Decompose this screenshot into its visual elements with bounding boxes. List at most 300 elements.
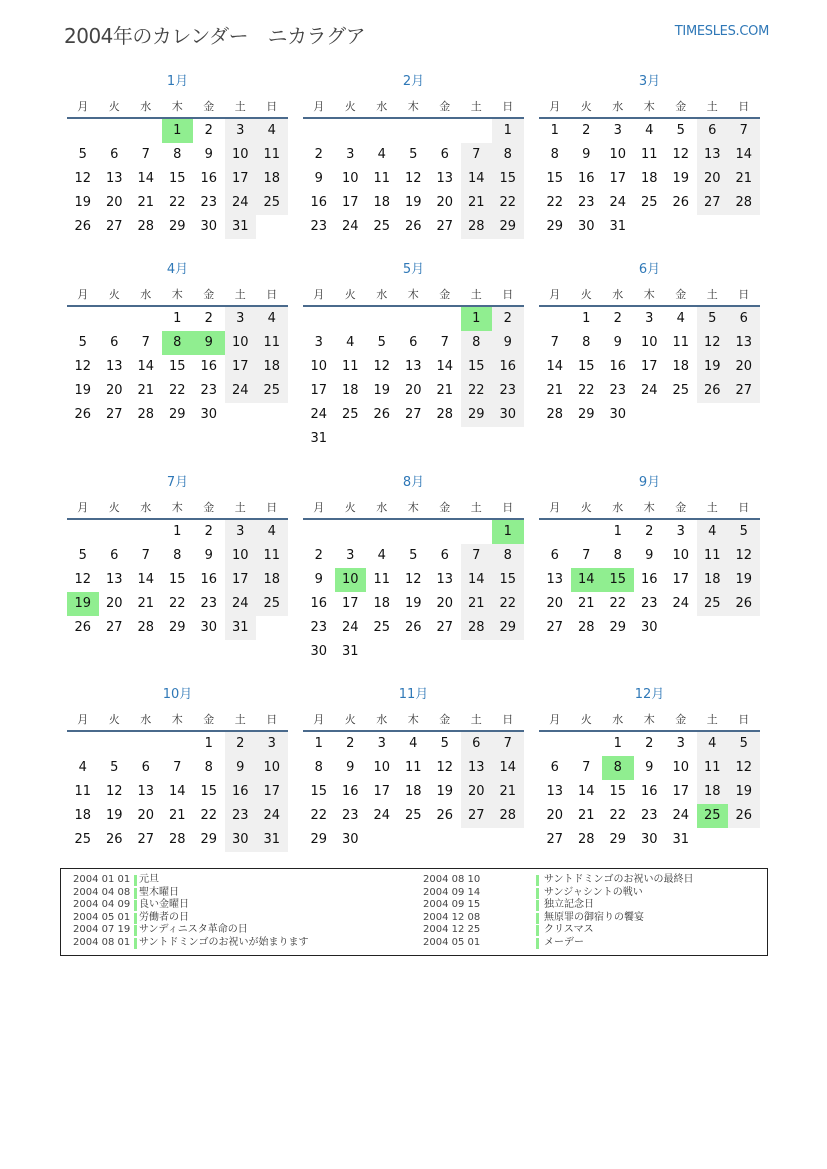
holiday-day-cell: 1 bbox=[461, 307, 493, 331]
day-cell: 24 bbox=[256, 804, 288, 828]
day-cell: 13 bbox=[546, 784, 564, 799]
month-name: 2月 bbox=[402, 74, 425, 89]
day-cell: 12 bbox=[74, 171, 92, 186]
day-cell: 8 bbox=[314, 760, 323, 775]
day-cell: 26 bbox=[74, 407, 92, 422]
day-cell: 18 bbox=[341, 383, 359, 398]
day-cell: 21 bbox=[492, 780, 524, 804]
day-cell: 19 bbox=[105, 808, 123, 823]
weekday-label: 水 bbox=[376, 100, 388, 113]
day-cell: 25 bbox=[373, 620, 391, 635]
weekday-label: 金 bbox=[439, 288, 451, 301]
day-cell: 12 bbox=[728, 756, 760, 780]
weekday-label: 火 bbox=[580, 100, 592, 113]
day-cell: 8 bbox=[173, 147, 182, 162]
holiday-entry bbox=[423, 937, 753, 950]
weekday-label: 金 bbox=[675, 100, 687, 113]
holiday-marker bbox=[536, 888, 539, 899]
day-cell: 15 bbox=[310, 784, 328, 799]
holiday-marker bbox=[536, 900, 539, 911]
weekday-label: 木 bbox=[171, 501, 183, 514]
day-cell: 16 bbox=[341, 784, 359, 799]
day-cell: 1 bbox=[613, 736, 622, 751]
day-cell: 21 bbox=[577, 808, 595, 823]
day-cell: 17 bbox=[640, 359, 658, 374]
day-cell: 5 bbox=[409, 548, 418, 563]
weekday-label: 木 bbox=[407, 100, 419, 113]
day-cell: 20 bbox=[137, 808, 155, 823]
holiday-marker bbox=[134, 900, 137, 911]
holiday-day-cell: 19 bbox=[67, 592, 99, 616]
day-cell: 11 bbox=[341, 359, 359, 374]
day-cell: 12 bbox=[436, 760, 454, 775]
holiday-entry bbox=[423, 874, 753, 887]
weekday-label: 日 bbox=[266, 713, 278, 726]
day-cell: 11 bbox=[697, 756, 729, 780]
weekday-label: 火 bbox=[344, 501, 356, 514]
weekday-label: 日 bbox=[738, 288, 750, 301]
weekday-label: 金 bbox=[203, 100, 215, 113]
day-cell: 29 bbox=[492, 616, 524, 640]
day-cell: 3 bbox=[314, 335, 323, 350]
holiday-date: 2004 09 14 bbox=[423, 886, 481, 898]
day-cell: 12 bbox=[74, 359, 92, 374]
day-cell: 8 bbox=[550, 147, 559, 162]
day-cell: 10 bbox=[640, 335, 658, 350]
weekday-label: 火 bbox=[580, 288, 592, 301]
day-cell: 20 bbox=[728, 355, 760, 379]
holiday-day-cell: 8 bbox=[162, 331, 194, 355]
day-cell: 1 bbox=[492, 119, 524, 143]
day-cell: 18 bbox=[640, 171, 658, 186]
weekday-label: 水 bbox=[140, 100, 152, 113]
day-cell: 17 bbox=[310, 383, 328, 398]
holiday-marker bbox=[536, 938, 539, 949]
day-cell: 14 bbox=[137, 572, 155, 587]
weekday-label: 日 bbox=[738, 100, 750, 113]
weekday-label: 金 bbox=[675, 501, 687, 514]
holiday-day-cell: 1 bbox=[492, 520, 524, 544]
day-cell: 10 bbox=[341, 171, 359, 186]
day-cell: 23 bbox=[310, 219, 328, 234]
day-cell: 28 bbox=[461, 616, 493, 640]
day-cell: 1 bbox=[204, 736, 213, 751]
day-cell: 18 bbox=[404, 784, 422, 799]
day-cell: 5 bbox=[78, 548, 87, 563]
day-cell: 7 bbox=[728, 119, 760, 143]
day-cell: 24 bbox=[672, 808, 690, 823]
holiday-name: サントドミンゴのお祝いが始まります bbox=[139, 937, 309, 948]
day-cell: 27 bbox=[436, 620, 454, 635]
day-cell: 15 bbox=[461, 355, 493, 379]
day-cell: 10 bbox=[310, 359, 328, 374]
day-cell: 20 bbox=[436, 596, 454, 611]
weekday-label: 水 bbox=[140, 713, 152, 726]
day-cell: 4 bbox=[645, 123, 654, 138]
day-cell: 22 bbox=[609, 596, 627, 611]
day-cell: 12 bbox=[404, 171, 422, 186]
day-cell: 27 bbox=[137, 832, 155, 847]
day-cell: 15 bbox=[168, 359, 186, 374]
day-cell: 13 bbox=[728, 331, 760, 355]
day-cell: 16 bbox=[640, 784, 658, 799]
day-cell: 4 bbox=[256, 307, 288, 331]
day-cell: 9 bbox=[645, 760, 654, 775]
holiday-marker bbox=[536, 925, 539, 936]
holiday-day-cell: 9 bbox=[193, 331, 225, 355]
holiday-name: 元旦 bbox=[139, 874, 159, 885]
day-cell: 7 bbox=[582, 760, 591, 775]
day-cell: 19 bbox=[404, 596, 422, 611]
day-cell: 3 bbox=[346, 548, 355, 563]
day-cell: 17 bbox=[672, 784, 690, 799]
day-cell: 27 bbox=[105, 620, 123, 635]
day-cell: 11 bbox=[74, 784, 92, 799]
day-cell: 20 bbox=[404, 383, 422, 398]
day-cell: 3 bbox=[256, 732, 288, 756]
day-cell: 1 bbox=[314, 736, 323, 751]
holiday-name: 独立記念日 bbox=[544, 899, 594, 911]
day-cell: 29 bbox=[200, 832, 218, 847]
day-cell: 29 bbox=[546, 219, 564, 234]
holiday-date: 2004 12 25 bbox=[423, 924, 481, 936]
day-cell: 5 bbox=[78, 147, 87, 162]
day-cell: 8 bbox=[613, 548, 622, 563]
day-cell: 30 bbox=[310, 644, 328, 659]
day-cell: 14 bbox=[492, 756, 524, 780]
day-cell: 7 bbox=[141, 335, 150, 350]
day-cell: 10 bbox=[373, 760, 391, 775]
weekday-label: 木 bbox=[171, 288, 183, 301]
day-cell: 6 bbox=[110, 147, 119, 162]
weekday-label: 月 bbox=[313, 501, 325, 514]
day-cell: 22 bbox=[200, 808, 218, 823]
holiday-entry bbox=[73, 899, 403, 912]
day-cell: 5 bbox=[676, 123, 685, 138]
holiday-entry bbox=[73, 874, 403, 887]
day-cell: 4 bbox=[697, 732, 729, 756]
holiday-name: 良い金曜日 bbox=[139, 899, 189, 911]
weekday-label: 日 bbox=[266, 501, 278, 514]
day-cell: 3 bbox=[225, 119, 257, 143]
day-cell: 20 bbox=[697, 167, 729, 191]
day-cell: 2 bbox=[346, 736, 355, 751]
day-cell: 9 bbox=[225, 756, 257, 780]
day-cell: 23 bbox=[640, 596, 658, 611]
day-cell: 14 bbox=[168, 784, 186, 799]
day-cell: 9 bbox=[492, 331, 524, 355]
day-cell: 30 bbox=[492, 403, 524, 427]
day-cell: 11 bbox=[256, 544, 288, 568]
day-cell: 16 bbox=[310, 195, 328, 210]
day-cell: 9 bbox=[582, 147, 591, 162]
weekday-label: 日 bbox=[738, 713, 750, 726]
month-name: 5月 bbox=[402, 262, 425, 277]
day-cell: 5 bbox=[377, 335, 386, 350]
day-cell: 30 bbox=[609, 407, 627, 422]
day-cell: 15 bbox=[609, 784, 627, 799]
day-cell: 6 bbox=[440, 147, 449, 162]
day-cell: 9 bbox=[613, 335, 622, 350]
day-cell: 2 bbox=[314, 548, 323, 563]
day-cell: 24 bbox=[225, 592, 257, 616]
day-cell: 16 bbox=[200, 171, 218, 186]
day-cell: 30 bbox=[640, 620, 658, 635]
day-cell: 19 bbox=[728, 780, 760, 804]
day-cell: 13 bbox=[546, 572, 564, 587]
day-cell: 17 bbox=[225, 568, 257, 592]
day-cell: 26 bbox=[404, 620, 422, 635]
day-cell: 16 bbox=[609, 359, 627, 374]
day-cell: 22 bbox=[168, 596, 186, 611]
weekday-label: 土 bbox=[706, 713, 718, 726]
day-cell: 12 bbox=[404, 572, 422, 587]
holiday-name: サンジャシントの戦い bbox=[544, 886, 643, 898]
holiday-entry bbox=[423, 887, 753, 900]
day-cell: 30 bbox=[200, 620, 218, 635]
holiday-marker bbox=[134, 875, 137, 886]
day-cell: 17 bbox=[256, 780, 288, 804]
day-cell: 30 bbox=[200, 407, 218, 422]
day-cell: 24 bbox=[341, 620, 359, 635]
day-cell: 1 bbox=[550, 123, 559, 138]
day-cell: 6 bbox=[409, 335, 418, 350]
holiday-date: 2004 08 10 bbox=[423, 874, 481, 885]
day-cell: 13 bbox=[105, 572, 123, 587]
day-cell: 29 bbox=[168, 620, 186, 635]
day-cell: 28 bbox=[577, 620, 595, 635]
day-cell: 24 bbox=[225, 379, 257, 403]
day-cell: 22 bbox=[492, 191, 524, 215]
day-cell: 18 bbox=[256, 355, 288, 379]
holiday-name: クリスマス bbox=[544, 924, 594, 936]
weekday-label: 月 bbox=[549, 501, 561, 514]
day-cell: 31 bbox=[256, 828, 288, 852]
day-cell: 30 bbox=[577, 219, 595, 234]
day-cell: 26 bbox=[105, 832, 123, 847]
day-cell: 22 bbox=[492, 592, 524, 616]
day-cell: 17 bbox=[341, 195, 359, 210]
month-name: 6月 bbox=[638, 262, 661, 277]
day-cell: 7 bbox=[141, 548, 150, 563]
day-cell: 19 bbox=[728, 568, 760, 592]
day-cell: 12 bbox=[672, 147, 690, 162]
weekday-label: 水 bbox=[140, 501, 152, 514]
day-cell: 23 bbox=[310, 620, 328, 635]
weekday-label: 木 bbox=[643, 713, 655, 726]
day-cell: 21 bbox=[137, 195, 155, 210]
weekday-label: 水 bbox=[376, 713, 388, 726]
holiday-date: 2004 12 08 bbox=[423, 911, 481, 923]
day-cell: 9 bbox=[314, 572, 323, 587]
weekday-label: 水 bbox=[140, 288, 152, 301]
holiday-name: 労働者の日 bbox=[139, 911, 189, 923]
day-cell: 10 bbox=[672, 548, 690, 563]
day-cell: 9 bbox=[204, 147, 213, 162]
day-cell: 24 bbox=[672, 596, 690, 611]
day-cell: 25 bbox=[74, 832, 92, 847]
day-cell: 11 bbox=[256, 143, 288, 167]
day-cell: 13 bbox=[436, 171, 454, 186]
weekday-label: 月 bbox=[77, 100, 89, 113]
month-name: 11月 bbox=[398, 687, 429, 702]
day-cell: 1 bbox=[582, 311, 591, 326]
day-cell: 12 bbox=[373, 359, 391, 374]
day-cell: 10 bbox=[225, 143, 257, 167]
day-cell: 28 bbox=[728, 191, 760, 215]
weekday-label: 月 bbox=[313, 288, 325, 301]
day-cell: 22 bbox=[168, 195, 186, 210]
day-cell: 14 bbox=[461, 568, 493, 592]
weekday-label: 水 bbox=[612, 288, 624, 301]
day-cell: 3 bbox=[377, 736, 386, 751]
day-cell: 16 bbox=[577, 171, 595, 186]
day-cell: 7 bbox=[461, 544, 493, 568]
holiday-marker bbox=[134, 913, 137, 924]
weekday-label: 火 bbox=[344, 100, 356, 113]
day-cell: 28 bbox=[168, 832, 186, 847]
day-cell: 11 bbox=[373, 171, 391, 186]
day-cell: 29 bbox=[492, 215, 524, 239]
weekday-label: 金 bbox=[439, 501, 451, 514]
day-cell: 23 bbox=[640, 808, 658, 823]
holiday-day-cell: 10 bbox=[335, 568, 367, 592]
day-cell: 28 bbox=[137, 620, 155, 635]
holiday-date: 2004 04 09 bbox=[73, 899, 131, 911]
day-cell: 12 bbox=[105, 784, 123, 799]
day-cell: 20 bbox=[436, 195, 454, 210]
day-cell: 14 bbox=[461, 167, 493, 191]
site-logo-text[interactable]: TIMESLES.COM bbox=[674, 24, 769, 39]
weekday-label: 土 bbox=[470, 100, 482, 113]
day-cell: 13 bbox=[137, 784, 155, 799]
holiday-date: 2004 04 08 bbox=[73, 886, 131, 898]
day-cell: 12 bbox=[74, 572, 92, 587]
weekday-label: 月 bbox=[549, 288, 561, 301]
day-cell: 5 bbox=[697, 307, 729, 331]
weekday-label: 月 bbox=[77, 713, 89, 726]
day-cell: 29 bbox=[461, 403, 493, 427]
day-cell: 2 bbox=[204, 123, 213, 138]
day-cell: 11 bbox=[404, 760, 422, 775]
day-cell: 12 bbox=[728, 544, 760, 568]
day-cell: 5 bbox=[728, 732, 760, 756]
day-cell: 10 bbox=[609, 147, 627, 162]
day-cell: 8 bbox=[204, 760, 213, 775]
day-cell: 21 bbox=[546, 383, 564, 398]
day-cell: 26 bbox=[697, 379, 729, 403]
day-cell: 21 bbox=[728, 167, 760, 191]
day-cell: 18 bbox=[373, 195, 391, 210]
day-cell: 28 bbox=[492, 804, 524, 828]
weekday-label: 月 bbox=[549, 713, 561, 726]
day-cell: 23 bbox=[577, 195, 595, 210]
weekday-label: 土 bbox=[470, 713, 482, 726]
day-cell: 23 bbox=[225, 804, 257, 828]
day-cell: 5 bbox=[78, 335, 87, 350]
weekday-label: 土 bbox=[470, 501, 482, 514]
day-cell: 15 bbox=[168, 572, 186, 587]
weekday-label: 木 bbox=[643, 100, 655, 113]
weekday-divider bbox=[303, 518, 524, 520]
day-cell: 2 bbox=[314, 147, 323, 162]
day-cell: 9 bbox=[204, 548, 213, 563]
day-cell: 16 bbox=[200, 359, 218, 374]
day-cell: 17 bbox=[225, 167, 257, 191]
weekday-label: 火 bbox=[108, 713, 120, 726]
day-cell: 19 bbox=[74, 195, 92, 210]
day-cell: 9 bbox=[645, 548, 654, 563]
weekday-label: 金 bbox=[203, 713, 215, 726]
weekday-label: 火 bbox=[580, 713, 592, 726]
day-cell: 18 bbox=[697, 568, 729, 592]
day-cell: 21 bbox=[137, 383, 155, 398]
day-cell: 2 bbox=[225, 732, 257, 756]
weekday-label: 月 bbox=[313, 100, 325, 113]
holiday-date: 2004 09 15 bbox=[423, 899, 481, 911]
day-cell: 31 bbox=[672, 832, 690, 847]
holiday-name: 無原罪の御宿りの饗宴 bbox=[544, 911, 644, 923]
day-cell: 3 bbox=[613, 123, 622, 138]
day-cell: 9 bbox=[314, 171, 323, 186]
holiday-day-cell: 8 bbox=[602, 756, 634, 780]
day-cell: 13 bbox=[697, 143, 729, 167]
day-cell: 26 bbox=[672, 195, 690, 210]
month-name: 4月 bbox=[166, 262, 189, 277]
day-cell: 14 bbox=[436, 359, 454, 374]
day-cell: 31 bbox=[341, 644, 359, 659]
day-cell: 2 bbox=[582, 123, 591, 138]
weekday-label: 日 bbox=[266, 288, 278, 301]
day-cell: 28 bbox=[137, 219, 155, 234]
day-cell: 21 bbox=[461, 592, 493, 616]
day-cell: 23 bbox=[200, 596, 218, 611]
day-cell: 8 bbox=[582, 335, 591, 350]
holiday-list bbox=[60, 868, 768, 956]
day-cell: 6 bbox=[550, 760, 559, 775]
weekday-label: 土 bbox=[706, 288, 718, 301]
day-cell: 24 bbox=[640, 383, 658, 398]
weekday-label: 金 bbox=[439, 713, 451, 726]
day-cell: 28 bbox=[546, 407, 564, 422]
holiday-day-cell: 14 bbox=[571, 568, 603, 592]
weekday-label: 火 bbox=[344, 713, 356, 726]
day-cell: 21 bbox=[436, 383, 454, 398]
day-cell: 8 bbox=[173, 548, 182, 563]
day-cell: 7 bbox=[440, 335, 449, 350]
day-cell: 14 bbox=[137, 359, 155, 374]
day-cell: 5 bbox=[728, 520, 760, 544]
day-cell: 28 bbox=[436, 407, 454, 422]
holiday-entry bbox=[73, 887, 403, 900]
holiday-name: サントドミンゴのお祝いの最終日 bbox=[544, 874, 694, 885]
day-cell: 20 bbox=[546, 808, 564, 823]
day-cell: 25 bbox=[341, 407, 359, 422]
day-cell: 31 bbox=[225, 616, 257, 640]
day-cell: 24 bbox=[225, 191, 257, 215]
day-cell: 30 bbox=[200, 219, 218, 234]
weekday-label: 金 bbox=[203, 288, 215, 301]
day-cell: 24 bbox=[310, 407, 328, 422]
holiday-marker bbox=[134, 925, 137, 936]
day-cell: 8 bbox=[492, 544, 524, 568]
month-name: 10月 bbox=[162, 687, 193, 702]
day-cell: 7 bbox=[173, 760, 182, 775]
day-cell: 27 bbox=[105, 219, 123, 234]
holiday-date: 2004 08 01 bbox=[73, 937, 131, 948]
weekday-label: 土 bbox=[234, 100, 246, 113]
weekday-label: 火 bbox=[108, 501, 120, 514]
